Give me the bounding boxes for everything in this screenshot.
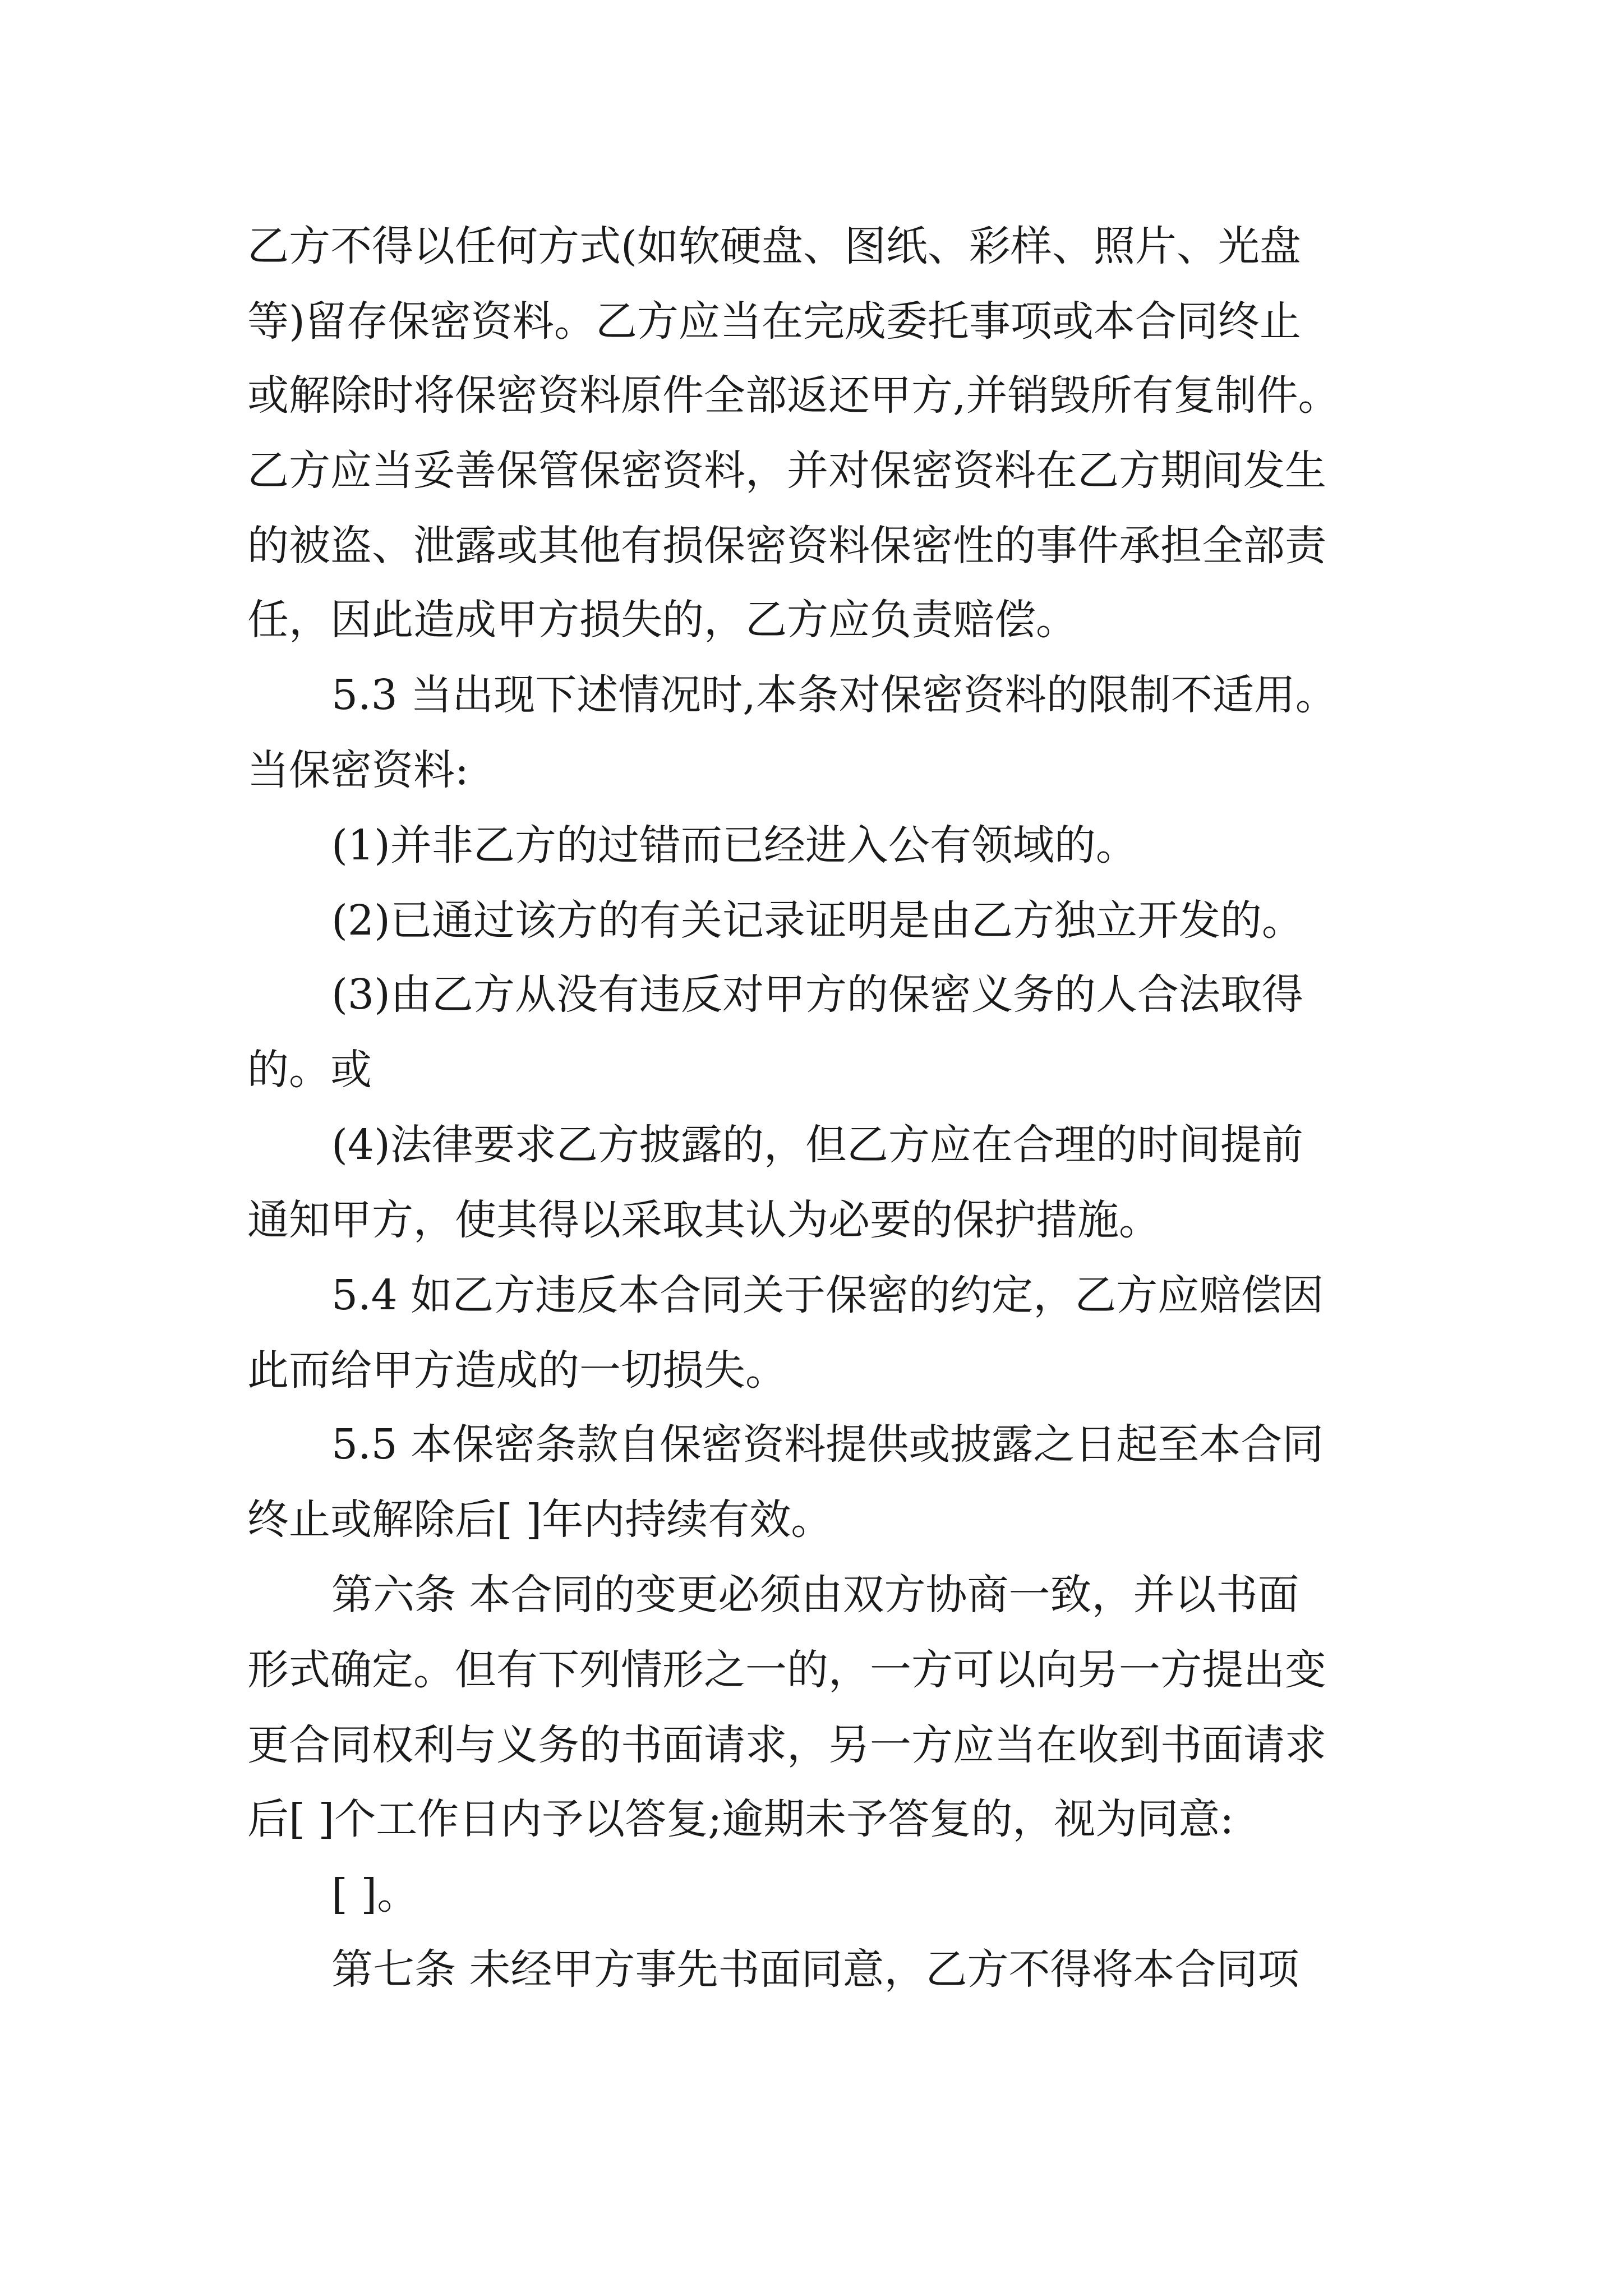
text-line: 终止或解除后[ ]年内持续有效。 [247, 1496, 833, 1544]
text-line: 此而给甲方造成的一切损失。 [247, 1346, 787, 1395]
text-line: (2)已通过该方的有关记录证明是由乙方独立开发的。 [331, 896, 1303, 945]
text-line: 的被盗、泄露或其他有损保密资料保密性的事件承担全部责 [247, 522, 1326, 570]
text-line: 5.4 如乙方违反本合同关于保密的约定，乙方应赔偿因 [331, 1271, 1324, 1319]
text-line: 任，因此造成甲方损失的，乙方应负责赔偿。 [247, 596, 1077, 644]
text-line: 更合同权利与义务的书面请求，另一方应当在收到书面请求 [247, 1721, 1326, 1769]
text-line: 当保密资料: [247, 746, 469, 794]
text-line: 形式确定。但有下列情形之一的，一方可以向另一方提出变 [247, 1646, 1326, 1694]
text-line: (4)法律要求乙方披露的，但乙方应在合理的时间提前 [331, 1121, 1303, 1169]
text-line: 等)留存保密资料。乙方应当在完成委托事项或本合同终止 [247, 297, 1301, 346]
text-line: 5.5 本保密条款自保密资料提供或披露之日起至本合同 [331, 1420, 1324, 1469]
text-line: 的。或 [247, 1046, 372, 1094]
text-line: [ ]。 [331, 1870, 419, 1918]
text-line: 或解除时将保密资料原件全部返还甲方,并销毁所有复制件。 [247, 371, 1340, 420]
text-line: 第六条 本合同的变更必须由双方协商一致，并以书面 [331, 1571, 1299, 1619]
text-line: 乙方应当妥善保管保密资料，并对保密资料在乙方期间发生 [247, 447, 1326, 495]
text-line: (1)并非乙方的过错而已经进入公有领域的。 [331, 821, 1137, 869]
text-line: (3)由乙方从没有违反对甲方的保密义务的人合法取得 [331, 970, 1303, 1019]
text-line: 5.3 当出现下述情况时,本条对保密资料的限制不适用。 [331, 671, 1337, 719]
text-line: 后[ ]个工作日内予以答复;逾期未予答复的，视为同意: [247, 1795, 1234, 1843]
text-line: 乙方不得以任何方式(如软硬盘、图纸、彩样、照片、光盘 [247, 222, 1301, 270]
text-line: 通知甲方，使其得以采取其认为必要的保护措施。 [247, 1196, 1160, 1244]
text-line: 第七条 未经甲方事先书面同意，乙方不得将本合同项 [331, 1945, 1299, 1994]
